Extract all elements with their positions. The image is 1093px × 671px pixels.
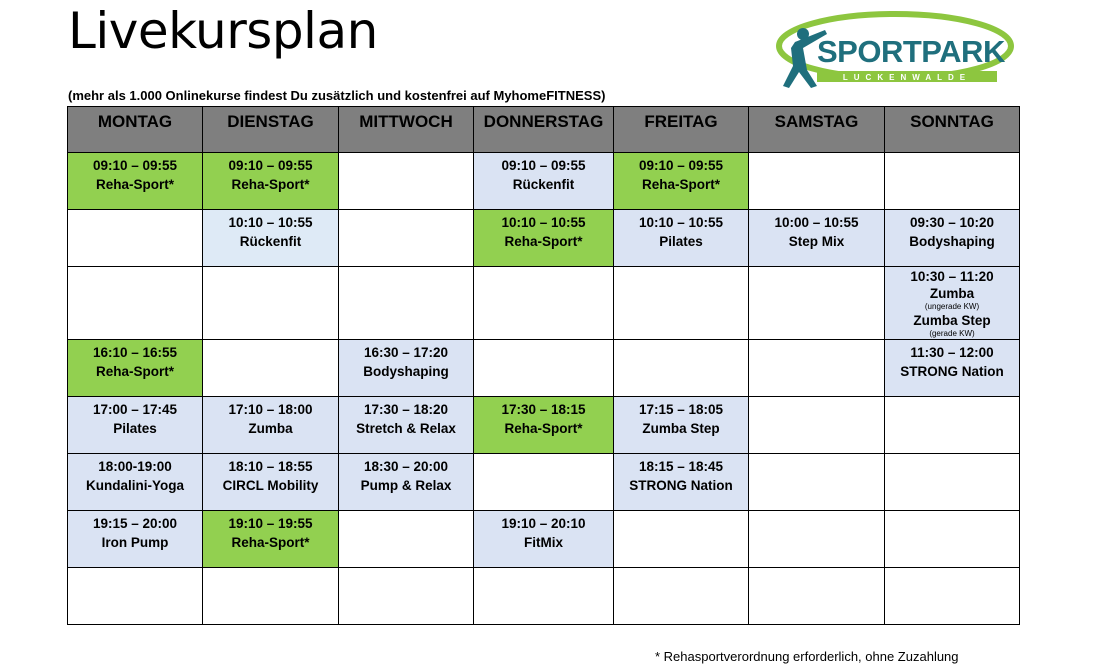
weekday-header-row: [68, 107, 1020, 153]
schedule-cell: [885, 568, 1020, 625]
course-time: 19:10 – 19:55: [228, 516, 313, 531]
course-time: 17:30 – 18:20: [363, 402, 449, 417]
schedule-cell: [339, 511, 474, 568]
schedule-cell: [68, 511, 203, 568]
schedule-cell: [614, 511, 749, 568]
course-time: 19:10 – 20:10: [501, 516, 586, 531]
schedule-cell: [474, 267, 614, 340]
schedule-cell: [203, 511, 339, 568]
schedule-row: [68, 153, 1020, 210]
course-name: FitMix: [524, 535, 563, 550]
schedule-cell: [68, 153, 203, 210]
course-time: 10:10 – 10:55: [501, 215, 586, 230]
course-name: Zumba: [248, 421, 293, 436]
course-time: 19:15 – 20:00: [92, 516, 178, 531]
course-name: Kundalini-Yoga: [86, 478, 184, 493]
course-name: Zumba Step: [642, 421, 720, 436]
schedule-cell: [474, 340, 614, 397]
course-name: Reha-Sport*: [231, 535, 310, 550]
weekday-header: FREITAG: [614, 107, 749, 153]
course-time: 11:30 – 12:00: [910, 345, 994, 360]
course-time: 09:30 – 10:20: [909, 215, 995, 230]
course-time: 17:10 – 18:00: [228, 402, 313, 417]
schedule-cell: [68, 568, 203, 625]
course-time: 16:30 – 17:20: [363, 345, 449, 360]
course-name: Bodyshaping: [363, 364, 449, 379]
course-name: Rückenfit: [512, 177, 575, 192]
course-note: (ungerade KW): [924, 302, 980, 311]
schedule-cell: [68, 267, 203, 340]
schedule-cell: [614, 267, 749, 340]
course-name: STRONG Nation: [900, 364, 1004, 379]
schedule-body: [68, 153, 1020, 625]
schedule-cell: [885, 153, 1020, 210]
course-name: Reha-Sport*: [504, 421, 583, 436]
course-name: Reha-Sport*: [95, 364, 174, 379]
schedule-cell: [68, 454, 203, 511]
schedule-cell: [885, 454, 1020, 511]
schedule-row: [68, 511, 1020, 568]
schedule-cell: [614, 340, 749, 397]
course-time: 18:15 – 18:45: [638, 459, 724, 474]
schedule-cell: [474, 454, 614, 511]
schedule-row: [68, 454, 1020, 511]
course-time: 09:10 – 09:55: [92, 158, 178, 173]
course-name: Reha-Sport*: [641, 177, 720, 192]
course-name: Zumba: [929, 286, 975, 301]
schedule-cell: [339, 210, 474, 267]
course-schedule-table: [67, 106, 1020, 625]
course-time: 10:10 – 10:55: [638, 215, 724, 230]
course-name: Reha-Sport*: [504, 234, 583, 249]
schedule-cell: [203, 267, 339, 340]
weekday-header: DIENSTAG: [203, 107, 339, 153]
schedule-cell: [68, 210, 203, 267]
schedule-cell: [885, 267, 1020, 340]
course-name: Pilates: [113, 421, 157, 436]
schedule-cell: [339, 454, 474, 511]
course-time: 17:30 – 18:15: [501, 402, 586, 417]
course-name: Reha-Sport*: [95, 177, 174, 192]
schedule-cell: [68, 397, 203, 454]
schedule-cell: [614, 210, 749, 267]
schedule-cell: [203, 153, 339, 210]
course-time: 17:00 – 17:45: [92, 402, 178, 417]
schedule-cell: [749, 210, 885, 267]
weekday-header: MITTWOCH: [339, 107, 474, 153]
schedule-row: [68, 267, 1020, 340]
schedule-cell: [339, 153, 474, 210]
schedule-cell: [885, 210, 1020, 267]
schedule-cell: [749, 454, 885, 511]
schedule-cell: [885, 340, 1020, 397]
weekday-header: DONNERSTAG: [474, 107, 614, 153]
course-note: (gerade KW): [929, 329, 975, 338]
schedule-cell: [203, 454, 339, 511]
schedule-cell: [474, 568, 614, 625]
schedule-cell: [203, 568, 339, 625]
schedule-cell: [203, 210, 339, 267]
schedule-cell: [749, 397, 885, 454]
course-time: 10:10 – 10:55: [228, 215, 313, 230]
sportpark-logo: [765, 8, 1015, 90]
page-subtitle: (mehr als 1.000 Onlinekurse findest Du zusätzlich und kostenfrei auf MyhomeFITNESS): [68, 88, 606, 103]
course-name: Stretch & Relax: [356, 421, 456, 436]
logo-text-sub: LUCKENWALDE: [842, 73, 972, 82]
course-time: 10:30 – 11:20: [910, 269, 994, 284]
schedule-cell: [339, 267, 474, 340]
course-time: 10:00 – 10:55: [774, 215, 859, 230]
course-time: 09:10 – 09:55: [228, 158, 313, 173]
schedule-cell: [339, 340, 474, 397]
course-time: 09:10 – 09:55: [501, 158, 586, 173]
weekday-header: SONNTAG: [885, 107, 1020, 153]
schedule-cell: [474, 511, 614, 568]
schedule-row: [68, 210, 1020, 267]
course-name: Bodyshaping: [909, 234, 995, 249]
schedule-cell: [203, 340, 339, 397]
schedule-cell: [203, 397, 339, 454]
schedule-cell: [749, 153, 885, 210]
course-name: STRONG Nation: [629, 478, 733, 493]
schedule-cell: [749, 511, 885, 568]
logo-text-main: SPORTPARK: [817, 34, 1005, 69]
schedule-cell: [614, 153, 749, 210]
schedule-cell: [885, 511, 1020, 568]
course-time: 17:15 – 18:05: [638, 402, 724, 417]
schedule-cell: [339, 397, 474, 454]
schedule-cell: [749, 267, 885, 340]
course-time: 18:10 – 18:55: [228, 459, 313, 474]
schedule-cell: [474, 153, 614, 210]
schedule-row: [68, 568, 1020, 625]
course-name: CIRCL Mobility: [222, 478, 319, 493]
weekday-header: MONTAG: [68, 107, 203, 153]
schedule-cell: [339, 568, 474, 625]
course-name: Pilates: [659, 234, 703, 249]
course-name: Rückenfit: [239, 234, 302, 249]
schedule-row: [68, 397, 1020, 454]
course-time: 18:30 – 20:00: [363, 459, 449, 474]
schedule-cell: [68, 340, 203, 397]
course-name: Step Mix: [788, 234, 845, 249]
schedule-cell: [749, 568, 885, 625]
footnote: * Rehasportverordnung erforderlich, ohne Zuzahlung: [655, 649, 959, 664]
schedule-cell: [474, 397, 614, 454]
course-name: Pump & Relax: [360, 478, 452, 493]
course-time: 09:10 – 09:55: [638, 158, 724, 173]
schedule-row: [68, 340, 1020, 397]
schedule-cell: [474, 210, 614, 267]
weekday-header: SAMSTAG: [749, 107, 885, 153]
schedule-cell: [749, 340, 885, 397]
page-title: Livekursplan: [68, 2, 378, 60]
course-time: 16:10 – 16:55: [92, 345, 178, 360]
schedule-cell: [614, 397, 749, 454]
schedule-cell: [614, 568, 749, 625]
course-name: Reha-Sport*: [231, 177, 310, 192]
course-time: 18:00-19:00: [98, 459, 172, 474]
course-name: Zumba Step: [913, 313, 991, 328]
schedule-cell: [614, 454, 749, 511]
course-name: Iron Pump: [101, 535, 169, 550]
schedule-cell: [885, 397, 1020, 454]
